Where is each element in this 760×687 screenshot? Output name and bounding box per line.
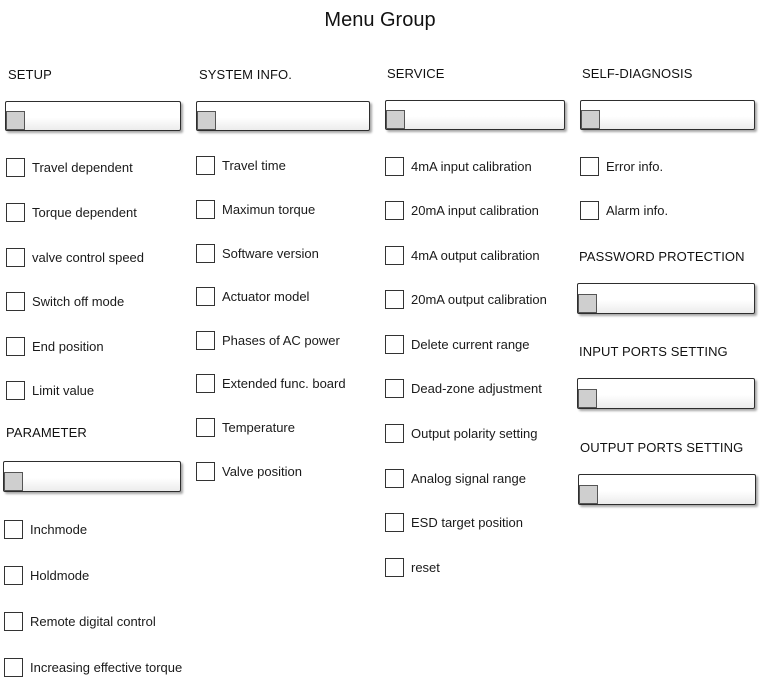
- setup-item-valve-control-speed[interactable]: [6, 247, 144, 267]
- checkbox[interactable]: [385, 157, 404, 176]
- checkbox[interactable]: [196, 418, 215, 437]
- setup-item-switch-off-mode[interactable]: [6, 291, 124, 311]
- checkbox[interactable]: [196, 156, 215, 175]
- parameter-heading: PARAMETER: [6, 425, 87, 440]
- setup-dropdown-handle[interactable]: [6, 111, 25, 130]
- service-item-20ma-input-calibration[interactable]: [385, 200, 539, 220]
- setup-heading: SETUP: [8, 67, 52, 82]
- checkbox-label: Delete current range: [411, 336, 530, 352]
- parameter-item-increasing-effective-torque[interactable]: [4, 657, 182, 677]
- service-item-delete-current-range[interactable]: [385, 334, 530, 354]
- checkbox[interactable]: [385, 246, 404, 265]
- checkbox-label: Temperature: [222, 419, 295, 435]
- service-item-esd-target-position[interactable]: [385, 512, 523, 532]
- self-diagnosis-dropdown-handle[interactable]: [581, 110, 600, 129]
- checkbox[interactable]: [196, 287, 215, 306]
- checkbox-label: Limit value: [32, 382, 95, 398]
- system-info-dropdown-handle[interactable]: [197, 111, 216, 130]
- checkbox[interactable]: [385, 469, 404, 488]
- checkbox-label: Error info.: [606, 158, 664, 174]
- setup-item-travel-dependent[interactable]: [6, 157, 133, 177]
- checkbox[interactable]: [6, 337, 25, 356]
- checkbox-label: 4mA input calibration: [411, 158, 532, 174]
- self-diagnosis-item-error-info[interactable]: [580, 156, 663, 176]
- checkbox-label: reset: [411, 559, 440, 575]
- checkbox-label: Switch off mode: [32, 293, 125, 309]
- output-ports-setting-heading: OUTPUT PORTS SETTING: [580, 440, 744, 455]
- checkbox[interactable]: [385, 379, 404, 398]
- service-item-20ma-output-calibration[interactable]: [385, 289, 547, 309]
- system-info-item-actuator-model[interactable]: [196, 286, 309, 306]
- checkbox[interactable]: [4, 658, 23, 677]
- password-protection-dropdown[interactable]: [577, 283, 755, 314]
- system-info-item-travel-time[interactable]: [196, 155, 286, 175]
- password-protection-dropdown-handle[interactable]: [578, 294, 597, 313]
- checkbox-label: Dead-zone adjustment: [411, 380, 542, 396]
- checkbox-label: Torque dependent: [32, 204, 137, 220]
- checkbox[interactable]: [6, 203, 25, 222]
- checkbox[interactable]: [580, 157, 599, 176]
- checkbox[interactable]: [4, 566, 23, 585]
- output-ports-setting-dropdown-handle[interactable]: [579, 485, 598, 504]
- checkbox[interactable]: [385, 290, 404, 309]
- checkbox-label: Travel dependent: [32, 159, 133, 175]
- checkbox-label: valve control speed: [32, 249, 145, 265]
- checkbox-label: Phases of AC power: [222, 332, 340, 348]
- system-info-dropdown[interactable]: [196, 101, 370, 131]
- checkbox-label: Travel time: [222, 157, 286, 173]
- checkbox-label: 4mA output calibration: [411, 247, 540, 263]
- checkbox-label: Valve position: [222, 463, 302, 479]
- service-item-reset[interactable]: [385, 557, 440, 577]
- checkbox[interactable]: [385, 335, 404, 354]
- checkbox-label: Increasing effective torque: [30, 659, 183, 675]
- system-info-item-extended-func-board[interactable]: [196, 373, 346, 393]
- checkbox[interactable]: [580, 201, 599, 220]
- checkbox[interactable]: [385, 513, 404, 532]
- parameter-item-holdmode[interactable]: [4, 565, 89, 585]
- checkbox[interactable]: [385, 201, 404, 220]
- system-info-item-maximun-torque[interactable]: [196, 199, 315, 219]
- service-dropdown[interactable]: [385, 100, 565, 130]
- checkbox[interactable]: [196, 462, 215, 481]
- checkbox[interactable]: [196, 200, 215, 219]
- system-info-heading: SYSTEM INFO.: [199, 67, 292, 82]
- service-item-4ma-input-calibration[interactable]: [385, 156, 532, 176]
- checkbox-label: Maximun torque: [222, 201, 316, 217]
- checkbox-label: 20mA input calibration: [411, 202, 539, 218]
- checkbox-label: End position: [32, 338, 104, 354]
- checkbox-label: Alarm info.: [606, 202, 669, 218]
- self-diagnosis-item-alarm-info[interactable]: [580, 200, 668, 220]
- service-dropdown-handle[interactable]: [386, 110, 405, 129]
- self-diagnosis-heading: SELF-DIAGNOSIS: [582, 66, 693, 81]
- password-protection-heading: PASSWORD PROTECTION: [579, 249, 745, 264]
- service-item-4ma-output-calibration[interactable]: [385, 245, 540, 265]
- parameter-dropdown[interactable]: [3, 461, 181, 492]
- checkbox[interactable]: [6, 292, 25, 311]
- parameter-item-inchmode[interactable]: [4, 519, 87, 539]
- system-info-item-temperature[interactable]: [196, 417, 295, 437]
- service-item-dead-zone-adjustment[interactable]: [385, 378, 542, 398]
- checkbox-label: 20mA output calibration: [411, 291, 547, 307]
- checkbox[interactable]: [6, 381, 25, 400]
- setup-dropdown[interactable]: [5, 101, 181, 131]
- checkbox-label: Analog signal range: [411, 470, 526, 486]
- input-ports-setting-heading: INPUT PORTS SETTING: [579, 344, 728, 359]
- output-ports-setting-dropdown[interactable]: [578, 474, 756, 505]
- checkbox-label: Remote digital control: [30, 613, 156, 629]
- checkbox-label: Inchmode: [30, 521, 88, 537]
- system-info-item-valve-position[interactable]: [196, 461, 302, 481]
- parameter-item-remote-digital-control[interactable]: [4, 611, 156, 631]
- service-heading: SERVICE: [387, 66, 445, 81]
- setup-item-torque-dependent[interactable]: [6, 202, 137, 222]
- checkbox-label: Holdmode: [30, 567, 90, 583]
- parameter-dropdown-handle[interactable]: [4, 472, 23, 491]
- service-item-analog-signal-range[interactable]: [385, 468, 526, 488]
- checkbox-label: ESD target position: [411, 514, 524, 530]
- checkbox-label: Software version: [222, 245, 319, 261]
- setup-item-limit-value[interactable]: [6, 380, 94, 400]
- system-info-item-software-version[interactable]: [196, 243, 319, 263]
- checkbox[interactable]: [4, 612, 23, 631]
- service-item-output-polarity-setting[interactable]: [385, 423, 537, 443]
- self-diagnosis-dropdown[interactable]: [580, 100, 755, 130]
- checkbox[interactable]: [385, 558, 404, 577]
- input-ports-setting-dropdown-handle[interactable]: [578, 389, 597, 408]
- page-title: Menu Group: [324, 9, 436, 31]
- checkbox[interactable]: [6, 158, 25, 177]
- checkbox[interactable]: [196, 331, 215, 350]
- checkbox[interactable]: [4, 520, 23, 539]
- checkbox-label: Actuator model: [222, 288, 310, 304]
- checkbox[interactable]: [196, 374, 215, 393]
- checkbox[interactable]: [385, 424, 404, 443]
- input-ports-setting-dropdown[interactable]: [577, 378, 755, 409]
- checkbox-label: Output polarity setting: [411, 425, 538, 441]
- setup-item-end-position[interactable]: [6, 336, 104, 356]
- checkbox[interactable]: [196, 244, 215, 263]
- system-info-item-phases-of-ac-power[interactable]: [196, 330, 340, 350]
- checkbox[interactable]: [6, 248, 25, 267]
- checkbox-label: Extended func. board: [222, 375, 346, 391]
